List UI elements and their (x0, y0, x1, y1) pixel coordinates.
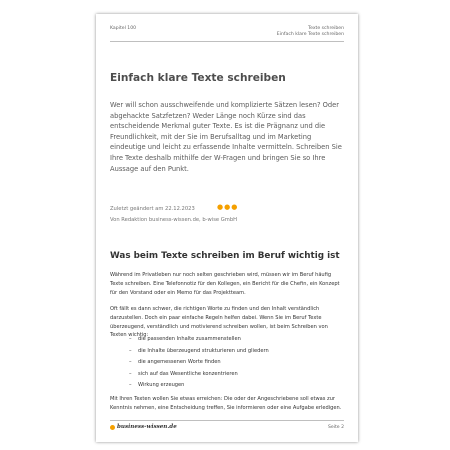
running-header (277, 26, 344, 38)
article-title: Einfach klare Texte schreiben (110, 72, 286, 84)
author-line: Von Redaktion business-wissen.de, b-wise GmbH (110, 217, 238, 223)
header-divider (110, 41, 344, 42)
list-item: – die Inhalte überzeugend strukturieren und gliedern (129, 346, 269, 358)
document-page (96, 14, 358, 442)
chapter-label: Kapitel 100 (110, 26, 137, 31)
logo-dot-icon (110, 425, 115, 430)
last-changed-date: Zuletzt geändert am 22.12.2023 (110, 206, 195, 212)
footer-divider (110, 420, 344, 421)
list-item: – sich auf das Wesentliche konzentrieren (129, 369, 269, 381)
section-paragraph-2: Oft fällt es dann schwer, die richtigen Worte zu finden und den Inhalt verständlich darzustellen. Doch ein paar einfache Regeln helfen dabei. Wenn Sie im Beruf Texte überzeugend, verständlich und motivierend schreiben wollen, ist beim Schreiben von Texten wichtig: (110, 306, 328, 339)
section-paragraph-1: Während im Privatleben nur noch selten geschrieben wird, müssen wir im Beruf häufig Texte schreiben. Eine Telefonnotiz für den Kollegen, ein Bericht für die Chefin, ein Konzept für den Vorstand oder ein Memo für das Projektteam. (110, 272, 340, 296)
header-subsection: Einfach klare Texte schreiben (276, 32, 344, 37)
bullet-list (129, 334, 269, 392)
header-section: Texte schreiben (308, 26, 344, 31)
list-item: – die angemessenen Worte finden (129, 357, 269, 369)
list-item: – Wirkung erzeugen (129, 380, 269, 392)
page-number: Seite 2 (327, 425, 344, 430)
list-item: – die passenden Inhalte zusammenstellen (129, 334, 269, 346)
logo-text: business-wissen.de (117, 424, 177, 430)
article-intro: Wer will schon ausschweifende und komplizierte Sätzen lesen? Oder abgehackte Satzfetzen? Weder Länge noch Kürze sind das entscheidende Merkmal guter Texte. Es ist die Prägnanz und die Freundlichkeit, mit der Sie im Berufsalltag und im Marketing eindeutige und leicht zu erfassende Inhalte vermitteln. Schreiben Sie Ihre Texte deshalb mithilfe der W-Fragen und bringen Sie so Ihre Aussage auf den Punkt. (110, 101, 342, 173)
section-heading: Was beim Texte schreiben im Beruf wichtig ist (110, 251, 340, 261)
section-separator: ●●● (217, 203, 239, 211)
brand-logo (110, 424, 177, 430)
section-paragraph-3: Mit Ihren Texten wollen Sie etwas erreichen: Die oder der Angeschriebene soll etwas zur Kenntnis nehmen, eine Entscheidung treffen, Sie informieren oder eine Aufgabe erledigen. (110, 396, 342, 411)
